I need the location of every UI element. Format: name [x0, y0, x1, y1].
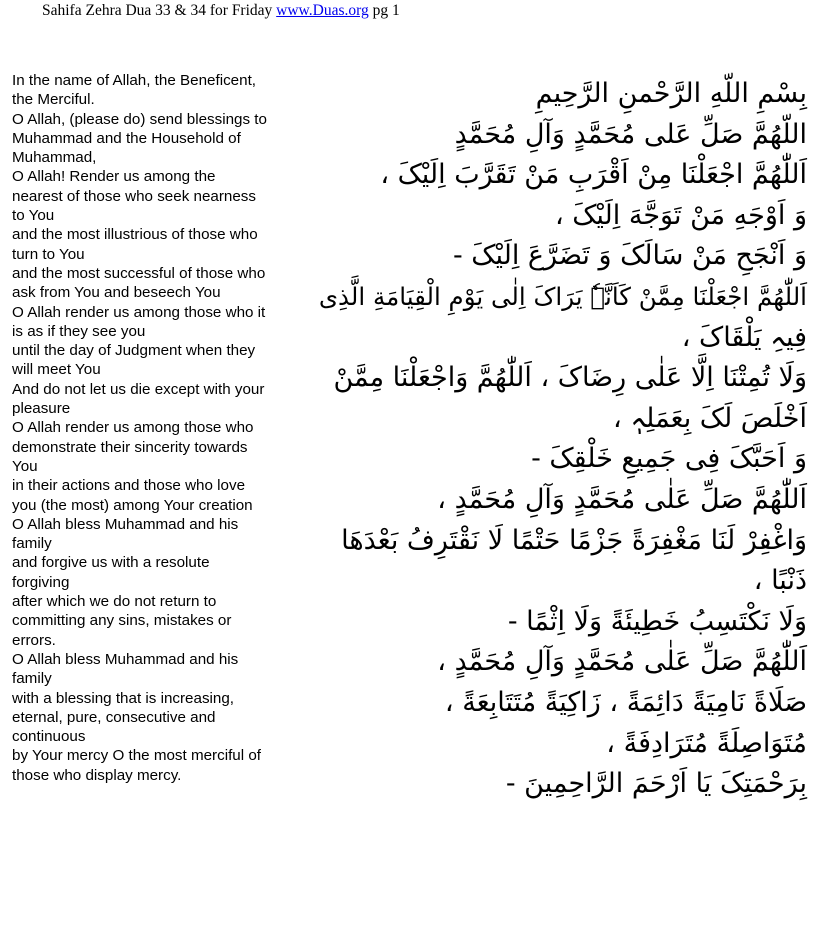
- translation-line: by Your mercy O the most merciful of: [12, 747, 261, 765]
- arabic-line: وَ اَحَبَّکَ فِى جَمِيعِ خَلْقِکَ -: [531, 443, 807, 475]
- translation-line: O Allah bless Muhammad and his: [12, 650, 239, 668]
- translation-line: nearest of those who seek nearness: [12, 187, 256, 205]
- translation-line: and the most illustrious of those who: [12, 226, 258, 244]
- arabic-text: [317, 74, 807, 805]
- arabic-line: اَللّٰهُمَّ اجْعَلْنَا مِمَّنْ کَاَنَّہٗ يَرَاکَ اِلٰى يَوْمِ الْقِيَامَةِ الَّذِى: [318, 281, 807, 311]
- header-title: Sahifa Zehra Dua 33 & 34 for Friday: [42, 2, 273, 19]
- translation-line: turn to You: [12, 245, 85, 263]
- translation-line: demonstrate their sincerity towards: [12, 438, 248, 456]
- translation-line: and the most successful of those who: [12, 264, 266, 282]
- translation-line: in their actions and those who love: [12, 477, 246, 495]
- arabic-line: وَ اَوْجَهِ مَنْ تَوَجَّهَ اِلَيْکَ ،: [554, 199, 807, 231]
- translation-line: O Allah bless Muhammad and his: [12, 515, 239, 533]
- page-header: [42, 2, 400, 20]
- page-number: pg 1: [372, 2, 400, 19]
- arabic-line: مُتَوَاصِلَةً مُتَرَادِفَةً ،: [606, 727, 807, 759]
- translation-line: to You: [12, 207, 55, 225]
- translation-line: ask from You and beseech You: [12, 284, 221, 302]
- arabic-line: وَاغْفِرْ لَنَا مَغْفِرَةً جَزْمًا حَتْمًا لَا نَقْتَرِفُ بَعْدَهَا: [341, 524, 807, 556]
- translation-line: and forgive us with a resolute: [12, 554, 210, 572]
- translation-line: family: [12, 670, 52, 688]
- english-translation: [12, 71, 327, 785]
- arabic-line: فِيہِ يَلْقَاکَ ،: [681, 321, 807, 353]
- translation-line: with a blessing that is increasing,: [12, 689, 235, 707]
- translation-line: errors.: [12, 631, 56, 649]
- translation-line: And do not let us die except with your: [12, 380, 265, 398]
- translation-line: you (the most) among Your creation: [12, 496, 253, 514]
- translation-line: will meet You: [12, 361, 101, 379]
- duas-org-link[interactable]: www.Duas.org: [276, 2, 369, 19]
- translation-line: until the day of Judgment when they: [12, 342, 256, 360]
- arabic-line: وَلَا نَكْتَسِبُ خَطِيئَةً وَلَا اِثْمًا -: [507, 605, 807, 637]
- translation-line: O Allah, (please do) send blessings to: [12, 110, 267, 128]
- arabic-line: ذَنْبًا ،: [753, 565, 807, 597]
- arabic-line: اَللّٰهُمَّ صَلِّ عَلٰى مُحَمَّدٍ وَآلِ مُحَمَّدٍ ،: [437, 646, 807, 678]
- translation-line: continuous: [12, 728, 86, 746]
- arabic-line: اَللّٰهُمَّ صَلِّ عَلٰى مُحَمَّدٍ وَآلِ مُحَمَّدٍ ،: [437, 483, 807, 515]
- arabic-line: اَخْلَصَ لَکَ بِعَمَلِہٖ ،: [613, 402, 807, 434]
- translation-line: Muhammad and the Household of: [12, 129, 241, 147]
- translation-line: forgiving: [12, 573, 70, 591]
- arabic-line: صَلَاةً نَامِيَةً دَائِمَةً ، زَاكِيَةً مُتَتَابِعَةً ،: [444, 686, 807, 718]
- translation-line: after which we do not return to: [12, 593, 217, 611]
- translation-line: committing any sins, mistakes or: [12, 612, 232, 630]
- translation-line: the Merciful.: [12, 91, 95, 109]
- arabic-line: وَ اَنْجَحِ مَنْ سَالَکَ وَ تَضَرَّعَ اِلَيْکَ -: [452, 240, 807, 272]
- translation-line: You: [12, 457, 38, 475]
- arabic-line: بِرَحْمَتِکَ يَا اَرْحَمَ الرَّاحِمِينَ -: [505, 768, 807, 800]
- arabic-line: اَللّٰهُمَّ اجْعَلْنَا مِنْ اَقْرَبِ مَنْ تَقَرَّبَ اِلَيْکَ ،: [380, 159, 807, 191]
- translation-line: O Allah render us among those who: [12, 419, 254, 437]
- translation-line: eternal, pure, consecutive and: [12, 708, 216, 726]
- arabic-line: وَلَا تُمِتْنَا اِلَّا عَلٰى رِضَاکَ ، اَللّٰهُمَّ وَاجْعَلْنَا مِمَّنْ: [333, 362, 807, 394]
- arabic-line: بِسْمِ اللّهِ الرَّحْمنِ الرَّحِيمِ: [535, 78, 807, 109]
- translation-line: family: [12, 535, 52, 553]
- translation-line: O Allah! Render us among the: [12, 168, 216, 186]
- translation-line: In the name of Allah, the Beneficent,: [12, 72, 257, 89]
- arabic-line: اللّهُمَّ صَلِّ عَلى مُحَمَّدٍ وَآلِ مُحَمَّدٍ: [454, 118, 807, 150]
- translation-line: pleasure: [12, 400, 71, 418]
- translation-line: Muhammad,: [12, 149, 97, 167]
- translation-line: is as if they see you: [12, 322, 146, 340]
- translation-line: O Allah render us among those who it: [12, 303, 266, 321]
- translation-line: those who display mercy.: [12, 766, 182, 784]
